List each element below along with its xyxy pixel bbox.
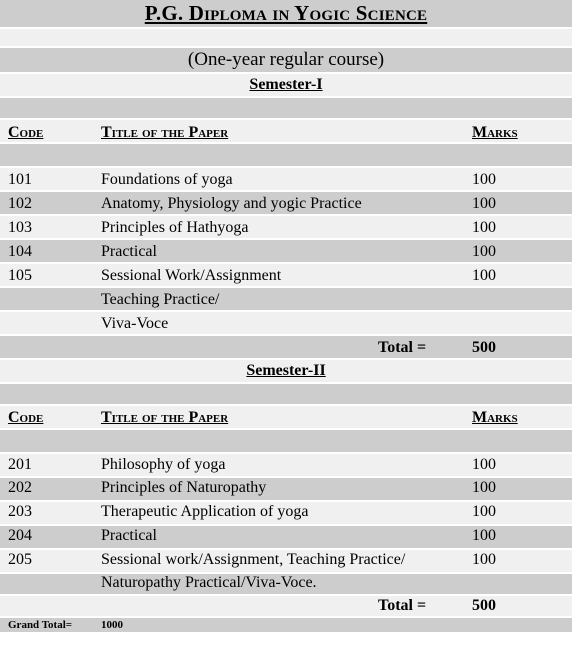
paper-code: 102 [8, 195, 32, 212]
paper-marks: 100 [472, 527, 496, 544]
paper-code: 104 [8, 243, 32, 260]
paper-code: 205 [8, 551, 32, 568]
spacer-row [0, 29, 572, 46]
paper-title: Principles of Naturopathy [101, 479, 267, 496]
paper-code: 101 [8, 171, 32, 188]
paper-code: 204 [8, 527, 32, 544]
semester-2-heading: Semester-II [246, 362, 326, 379]
title-band [0, 0, 572, 27]
semester-1-column-headers [0, 120, 572, 142]
paper-title: Therapeutic Application of yoga [101, 503, 309, 520]
paper-marks: 100 [472, 479, 496, 496]
table-row [0, 478, 572, 500]
paper-marks: 100 [472, 551, 496, 568]
paper-title: Viva-Voce [101, 315, 169, 332]
table-row [0, 574, 572, 594]
paper-marks: 100 [472, 456, 496, 473]
table-row [0, 502, 572, 524]
semester-1-heading-band [0, 74, 572, 96]
table-row [0, 312, 572, 334]
spacer-row [0, 144, 572, 166]
table-row [0, 216, 572, 238]
table-row [0, 240, 572, 262]
paper-title: Sessional work/Assignment, Teaching Practice/ [101, 551, 406, 568]
table-row [0, 288, 572, 310]
paper-marks: 100 [472, 195, 496, 212]
semester-1-heading: Semester-I [249, 76, 323, 93]
paper-title: Practical [101, 243, 157, 260]
column-header-marks: Marks [472, 124, 518, 141]
table-row [0, 264, 572, 286]
semester-1-total-row [0, 336, 572, 358]
grand-total-value: 1000 [101, 619, 123, 631]
paper-code: 201 [8, 456, 32, 473]
semester-2-column-headers [0, 406, 572, 428]
paper-title: Naturopathy Practical/Viva-Voce. [101, 574, 317, 591]
semester-2-heading-band [0, 360, 572, 382]
paper-marks: 100 [472, 171, 496, 188]
paper-marks: 100 [472, 503, 496, 520]
paper-title: Practical [101, 527, 157, 544]
subtitle-band [0, 48, 572, 72]
table-row [0, 168, 572, 190]
page-subtitle: (One-year regular course) [187, 49, 385, 70]
paper-title: Principles of Hathyoga [101, 219, 249, 236]
column-header-code: Code [8, 124, 44, 141]
total-value: 500 [472, 597, 496, 614]
paper-code: 203 [8, 503, 32, 520]
table-row [0, 526, 572, 548]
paper-title: Teaching Practice/ [101, 291, 220, 308]
grand-total-row [0, 618, 572, 632]
semester-2-total-row [0, 596, 572, 616]
paper-marks: 100 [472, 243, 496, 260]
spacer-row [0, 430, 572, 452]
paper-title: Philosophy of yoga [101, 456, 226, 473]
paper-marks: 100 [472, 219, 496, 236]
total-label: Total = [378, 339, 427, 356]
page-title: P.G. Diploma in Yogic Science [144, 1, 428, 25]
paper-code: 202 [8, 479, 32, 496]
column-header-title: Title of the Paper [101, 409, 229, 426]
grand-total-label: Grand Total= [8, 619, 73, 631]
column-header-marks: Marks [472, 409, 518, 426]
paper-title: Foundations of yoga [101, 171, 233, 188]
column-header-title: Title of the Paper [101, 124, 229, 141]
paper-code: 105 [8, 267, 32, 284]
spacer-row [0, 384, 572, 404]
total-label: Total = [378, 597, 427, 614]
paper-title: Anatomy, Physiology and yogic Practice [101, 195, 362, 212]
table-row [0, 192, 572, 214]
paper-code: 103 [8, 219, 32, 236]
total-value: 500 [472, 339, 496, 356]
paper-marks: 100 [472, 267, 496, 284]
column-header-code: Code [8, 409, 44, 426]
table-row [0, 454, 572, 476]
paper-title: Sessional Work/Assignment [101, 267, 282, 284]
table-row [0, 550, 572, 572]
spacer-row [0, 98, 572, 118]
